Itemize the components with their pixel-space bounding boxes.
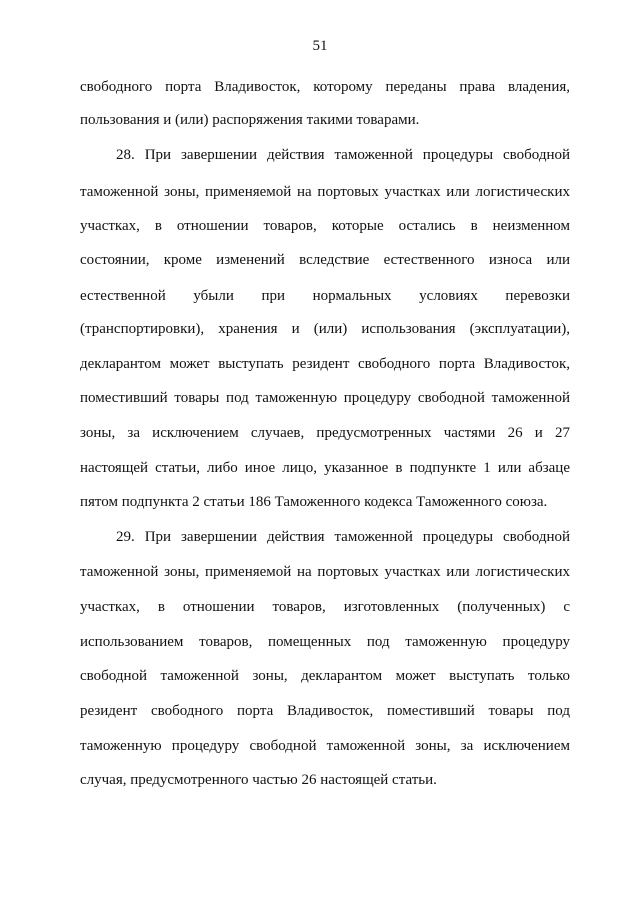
page-number: 51: [312, 38, 328, 54]
text-line: таможенной зоны, применяемой на портовых участках или логистических: [80, 564, 570, 580]
text-line: состоянии, кроме изменений вследствие естественного износа или: [80, 252, 570, 268]
text-line: свободного порта Владивосток, которому переданы права владения,: [80, 79, 570, 95]
text-line: случая, предусмотренного частью 26 настоящей статьи.: [80, 772, 437, 788]
text-line: поместивший товары под таможенную процедуру свободной таможенной: [80, 390, 570, 406]
paragraph-29-first-line: 29. При завершении действия таможенной процедуры свободной: [116, 529, 570, 545]
text-line: пятом подпункта 2 статьи 186 Таможенного кодекса Таможенного союза.: [80, 494, 548, 510]
text-line: таможенную процедуру свободной таможенной зоны, за исключением: [80, 738, 570, 754]
text-line: таможенной зоны, применяемой на портовых участках или логистических: [80, 184, 570, 200]
text-line: естественной убыли при нормальных условиях перевозки: [80, 288, 570, 304]
text-line: использованием товаров, помещенных под таможенную процедуру: [80, 634, 570, 650]
text-line: пользования и (или) распоряжения такими товарами.: [80, 112, 420, 128]
text-line: участках, в отношении товаров, изготовленных (полученных) с: [80, 599, 570, 615]
paragraph-28-first-line: 28. При завершении действия таможенной процедуры свободной: [116, 147, 570, 163]
text-line: настоящей статьи, либо иное лицо, указанное в подпункте 1 или абзаце: [80, 460, 570, 476]
text-line: резидент свободного порта Владивосток, поместивший товары под: [80, 703, 570, 719]
text-line: декларантом может выступать резидент свободного порта Владивосток,: [80, 356, 570, 372]
text-line: зоны, за исключением случаев, предусмотренных частями 26 и 27: [80, 425, 570, 441]
text-line: (транспортировки), хранения и (или) использования (эксплуатации),: [80, 321, 570, 337]
text-line: свободной таможенной зоны, декларантом может выступать только: [80, 668, 570, 684]
text-line: участках, в отношении товаров, которые остались в неизменном: [80, 218, 570, 234]
